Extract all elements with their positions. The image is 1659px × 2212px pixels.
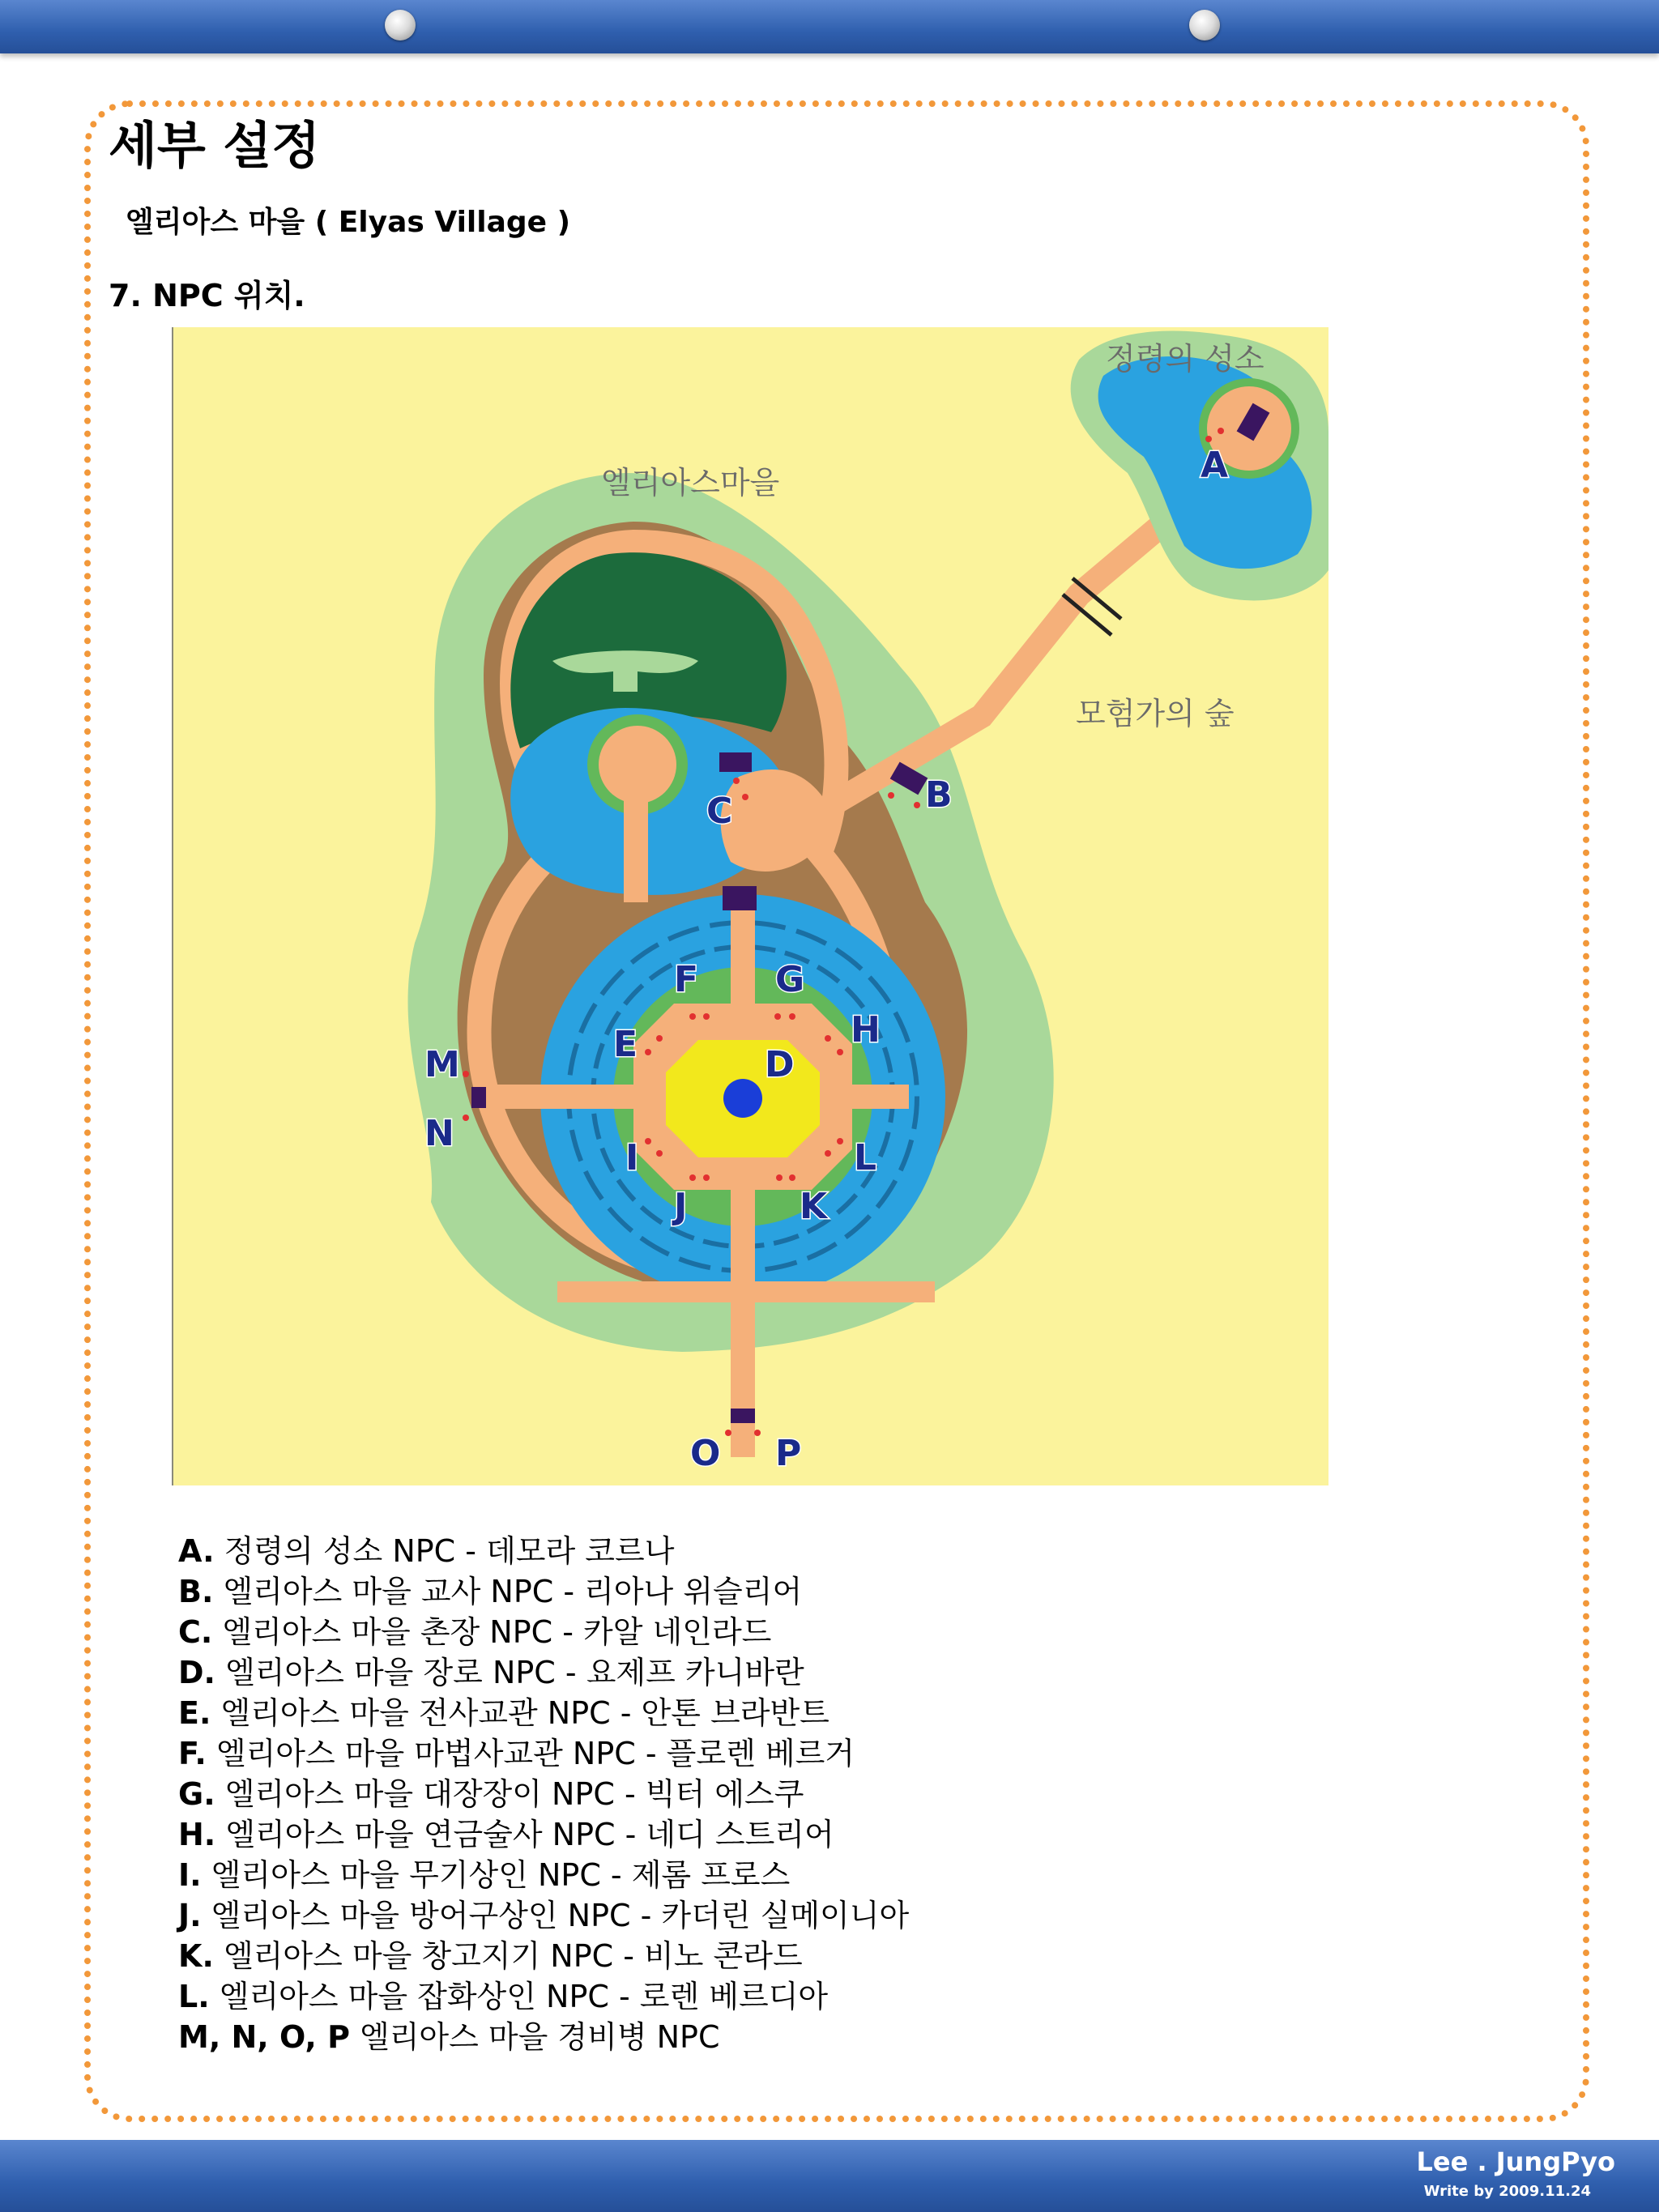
village-map — [172, 327, 1328, 1485]
legend-row — [178, 1814, 909, 1855]
legend-row — [178, 1976, 909, 2017]
marker-p: P — [775, 1433, 802, 1474]
marker-n: N — [424, 1113, 454, 1154]
legend-key: L. — [178, 1979, 210, 2014]
write-date: Write by 2009.11.24 — [1423, 2183, 1591, 2200]
legend-text: 엘리아스 마을 교사 NPC - 리아나 위슬리어 — [213, 1574, 803, 1609]
npc-building — [719, 752, 752, 772]
section-heading: 7. NPC 위치. — [109, 278, 305, 313]
legend-text: 엘리아스 마을 촌장 NPC - 카알 네인라드 — [212, 1614, 772, 1650]
legend-text: 엘리아스 마을 무기상인 NPC - 제롬 프로스 — [201, 1857, 791, 1893]
legend-text: 엘리아스 마을 마법사교관 NPC - 플로렌 베르거 — [206, 1736, 855, 1771]
legend-row — [178, 1652, 909, 1693]
marker-o: O — [690, 1433, 721, 1474]
legend-row — [178, 1936, 909, 1976]
legend-text: 엘리아스 마을 장로 NPC - 요제프 카니바란 — [215, 1655, 804, 1690]
legend-key: K. — [178, 1938, 214, 1974]
bottom-banner — [0, 2140, 1659, 2212]
legend-text: 엘리아스 마을 대장장이 NPC - 빅터 에스쿠 — [215, 1776, 804, 1812]
legend-key: A. — [178, 1533, 215, 1569]
marker-k: K — [800, 1186, 828, 1227]
legend-key: D. — [178, 1655, 215, 1690]
legend-row — [178, 1693, 909, 1733]
legend-text: 엘리아스 마을 전사교관 NPC - 안톤 브라반트 — [211, 1695, 830, 1731]
legend-row — [178, 1895, 909, 1936]
npc-legend — [178, 1531, 909, 2057]
binder-ring-left-icon — [385, 10, 416, 40]
marker-a: A — [1201, 445, 1229, 486]
legend-text: 엘리아스 마을 연금술사 NPC - 네디 스트리어 — [215, 1817, 834, 1852]
legend-text: 엘리아스 마을 창고지기 NPC - 비노 콘라드 — [213, 1938, 803, 1974]
page-subtitle: 엘리아스 마을 ( Elyas Village ) — [126, 206, 571, 239]
legend-key: C. — [178, 1614, 213, 1650]
legend-key: J. — [178, 1898, 202, 1933]
marker-l: L — [854, 1137, 877, 1178]
marker-m: M — [424, 1044, 460, 1085]
binder-ring-right-icon — [1189, 10, 1220, 40]
legend-row — [178, 1855, 909, 1895]
legend-text: 엘리아스 마을 잡화상인 NPC - 로렌 베르디아 — [209, 1979, 829, 2014]
legend-text: 엘리아스 마을 방어구상인 NPC - 카더린 실메이니아 — [201, 1898, 910, 1933]
npc-building — [471, 1087, 486, 1108]
label-forest: 모험가의 숲 — [1076, 696, 1235, 731]
marker-c: C — [706, 791, 733, 832]
marker-e: E — [613, 1024, 638, 1065]
legend-key: H. — [178, 1817, 216, 1852]
label-village: 엘리아스마을 — [601, 465, 780, 501]
marker-f: F — [674, 959, 699, 1000]
fountain-icon — [723, 1079, 762, 1118]
marker-d: D — [765, 1044, 795, 1085]
top-banner — [0, 0, 1659, 53]
marker-j: J — [674, 1186, 688, 1227]
page-title: 세부 설정 — [109, 116, 321, 175]
legend-row — [178, 1733, 909, 1774]
legend-row — [178, 1531, 909, 1571]
label-sanctuary: 정령의 성소 — [1106, 341, 1265, 377]
legend-key: M, N, O, P — [178, 2019, 350, 2055]
legend-key: B. — [178, 1574, 214, 1609]
npc-building — [731, 1409, 755, 1423]
legend-text: 엘리아스 마을 경비병 NPC — [349, 2019, 720, 2055]
legend-row — [178, 1612, 909, 1652]
marker-h: H — [851, 1009, 881, 1051]
legend-row — [178, 1571, 909, 1612]
legend-key: I. — [178, 1857, 202, 1893]
marker-i: I — [625, 1137, 639, 1178]
marker-g: G — [775, 959, 805, 1000]
legend-row — [178, 2017, 909, 2057]
legend-text: 정령의 성소 NPC - 데모라 코르나 — [214, 1533, 675, 1569]
npc-building — [723, 886, 757, 910]
legend-key: E. — [178, 1695, 211, 1731]
marker-b: B — [925, 774, 953, 816]
legend-key: G. — [178, 1776, 215, 1812]
legend-row — [178, 1774, 909, 1814]
legend-key: F. — [178, 1736, 207, 1771]
author-name: Lee . JungPyo — [1416, 2146, 1615, 2177]
